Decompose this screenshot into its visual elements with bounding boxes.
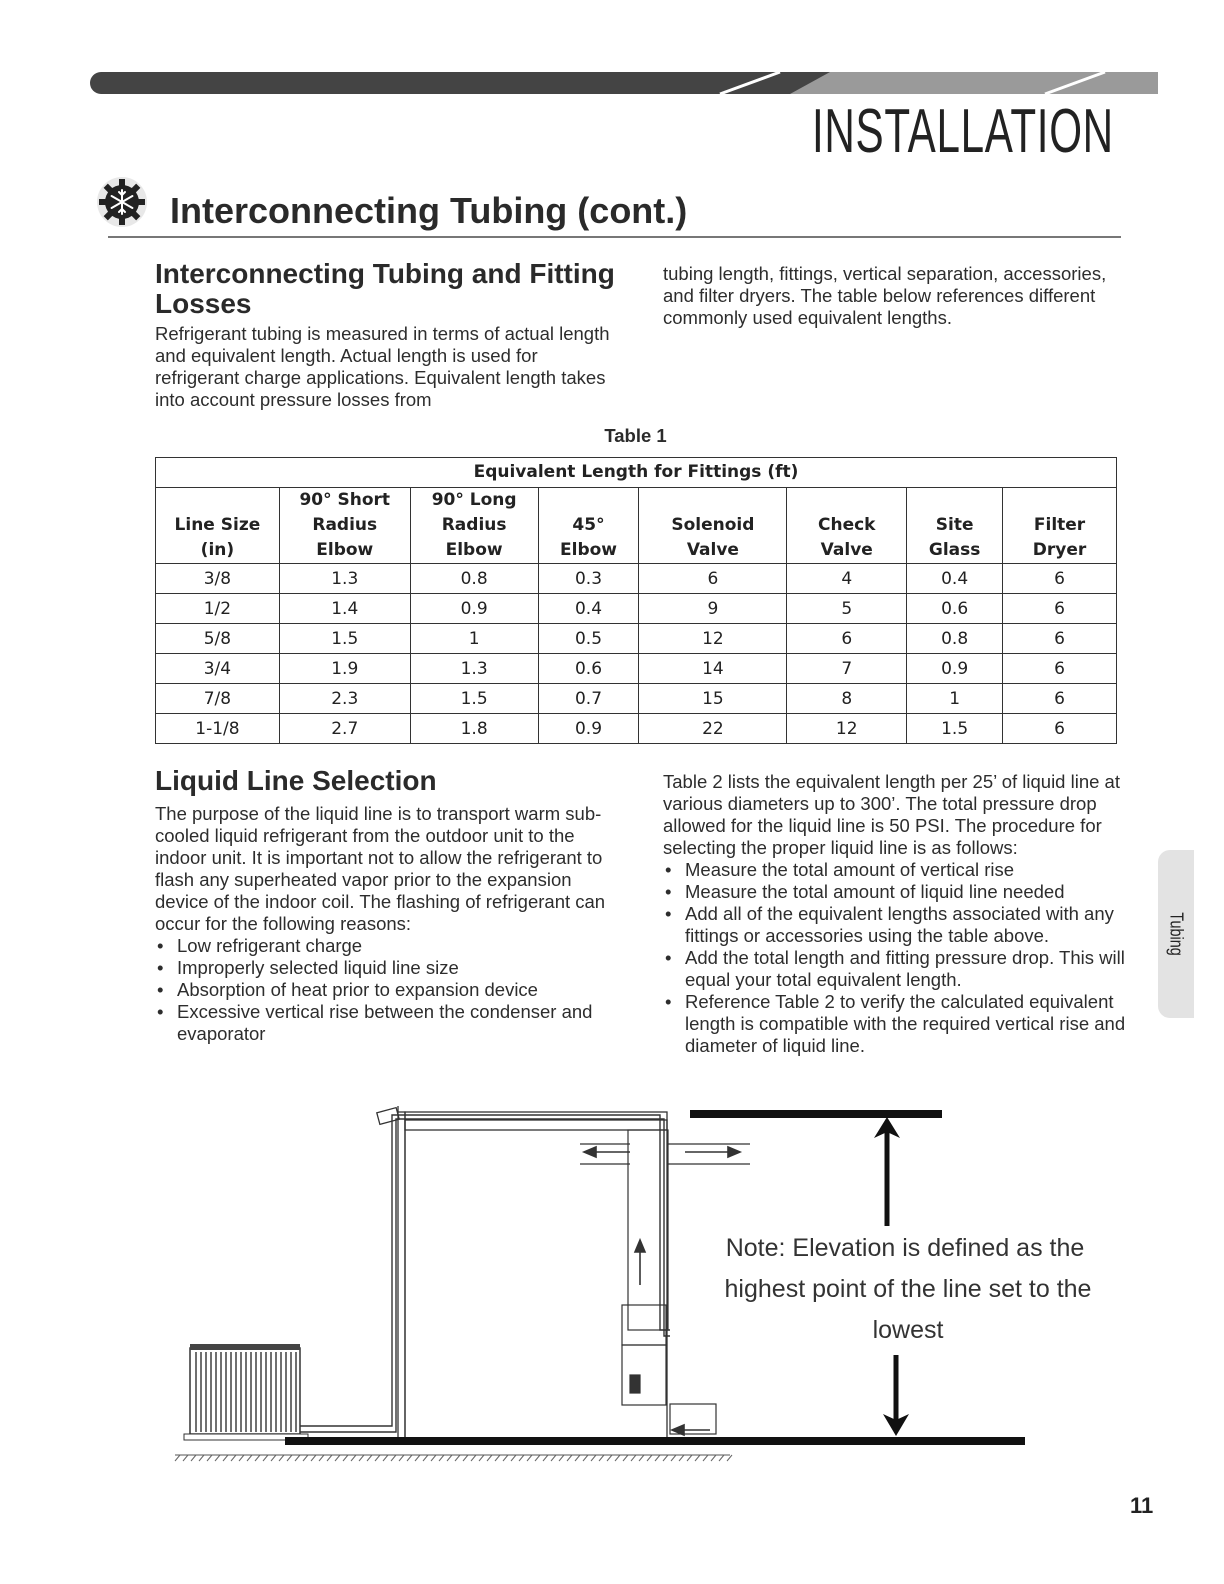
- column-header: [907, 488, 1003, 564]
- diagram-note-line3: lowest: [872, 1316, 944, 1344]
- table-cell: 22: [639, 714, 787, 744]
- column-header: [1003, 488, 1117, 564]
- line-set: [300, 1115, 670, 1432]
- column-header-line: Radius: [441, 515, 507, 535]
- table-cell: 8: [787, 684, 907, 714]
- table-cell: 1: [410, 624, 538, 654]
- column-header-line: 90° Long: [431, 490, 517, 510]
- table-cell: 6: [1003, 624, 1117, 654]
- section-title: INSTALLATION: [812, 97, 1114, 166]
- column-header: [787, 488, 907, 564]
- elevation-diagram: [160, 1100, 1092, 1470]
- column-header: [639, 488, 787, 564]
- table-cell: 1.5: [907, 714, 1003, 744]
- column-header: [156, 488, 280, 564]
- table-caption: Table 1: [604, 425, 667, 446]
- airflow-arrows: [584, 1147, 740, 1435]
- table-row: [156, 624, 1117, 654]
- page-number: 11: [1130, 1493, 1154, 1518]
- table-cell: 6: [1003, 564, 1117, 594]
- table-cell: 6: [1003, 714, 1117, 744]
- table-title: Equivalent Length for Fittings (ft): [156, 458, 1117, 488]
- table-cell: 0.8: [410, 564, 538, 594]
- side-tab-tubing[interactable]: [1158, 850, 1194, 1018]
- table-cell: 0.9: [907, 654, 1003, 684]
- paragraph-tubing-continued: tubing length, fittings, vertical separation, accessories, and filter dryers. The table below references different commonly used equivalent lengths.: [663, 263, 1107, 328]
- table-row: [156, 714, 1117, 744]
- table-cell: 6: [1003, 654, 1117, 684]
- table-cell: 1.3: [279, 564, 410, 594]
- table-cell: 6: [639, 564, 787, 594]
- table-cell: 1-1/8: [156, 714, 280, 744]
- column-header-line: Elbow: [445, 540, 503, 560]
- table-cell: 6: [1003, 684, 1117, 714]
- column-header-line: (in): [200, 540, 235, 560]
- table-body: [156, 564, 1117, 744]
- column-header-line: Glass: [928, 540, 981, 560]
- column-header-line: Valve: [686, 540, 739, 560]
- snowflake-gear-icon: [96, 176, 148, 228]
- table-cell: 4: [787, 564, 907, 594]
- table-cell: 1/2: [156, 594, 280, 624]
- table-cell: 1.9: [279, 654, 410, 684]
- condenser-unit-icon: [184, 1344, 308, 1440]
- table-cell: 7: [787, 654, 907, 684]
- column-header: [279, 488, 410, 564]
- table-cell: 3/8: [156, 564, 280, 594]
- table-cell: 1.5: [279, 624, 410, 654]
- table-cell: 0.6: [538, 654, 639, 684]
- column-header-line: Line Size: [174, 515, 261, 535]
- table-cell: 6: [1003, 594, 1117, 624]
- column-header-line: Valve: [820, 540, 873, 560]
- column-header-line: Solenoid: [671, 515, 755, 535]
- column-header-line: 90° Short: [299, 490, 391, 510]
- list-item: • Low refrigerant charge: [155, 935, 615, 957]
- table-cell: 2.7: [279, 714, 410, 744]
- table-row: [156, 654, 1117, 684]
- table-cell: 0.4: [907, 564, 1003, 594]
- section-heading-fitting-losses: Interconnecting Tubing and Fitting Losses: [155, 258, 615, 319]
- list-item: • Excessive vertical rise between the condenser and evaporator: [155, 1001, 615, 1045]
- table-cell: 14: [639, 654, 787, 684]
- column-header-line: Elbow: [560, 540, 617, 560]
- table-cell: 6: [787, 624, 907, 654]
- list-item: • Add all of the equivalent lengths associated with any fittings or accessories using the table above.: [663, 903, 1128, 947]
- table-cell: 0.5: [538, 624, 639, 654]
- table-row: [156, 594, 1117, 624]
- list-item: • Reference Table 2 to verify the calculated equivalent length is compatible with the required vertical rise and diameter of liquid line.: [663, 991, 1128, 1057]
- table-cell: 0.9: [410, 594, 538, 624]
- list-item: • Measure the total amount of liquid line needed: [663, 881, 1128, 903]
- paragraph-liquid-line-purpose: The purpose of the liquid line is to transport warm sub-cooled liquid refrigerant from the outdoor unit to the indoor unit. It is important not to allow the refrigerant to flash any superheated vapor prior to the expansion device of the indoor coil. The flashing of refrigerant can occur for the following reasons:: [155, 803, 606, 934]
- table-cell: 0.9: [538, 714, 639, 744]
- column-header-line: 45°: [572, 515, 605, 535]
- table-cell: 9: [639, 594, 787, 624]
- table-row: [156, 684, 1117, 714]
- column-header: [538, 488, 639, 564]
- ground-hatch-marks: [175, 1455, 732, 1461]
- table-cell: 5: [787, 594, 907, 624]
- table-cell: 0.7: [538, 684, 639, 714]
- table-cell: 0.4: [538, 594, 639, 624]
- list-item: • Measure the total amount of vertical rise: [663, 859, 1128, 881]
- diagram-note-line1: Note: Elevation is defined as the: [725, 1234, 1085, 1262]
- table-cell: 3/4: [156, 654, 280, 684]
- table-cell: 1.8: [410, 714, 538, 744]
- main-heading: Interconnecting Tubing (cont.): [170, 190, 688, 231]
- table-cell: 1: [907, 684, 1003, 714]
- table-cell: 7/8: [156, 684, 280, 714]
- table-cell: 5/8: [156, 624, 280, 654]
- equivalent-length-table: [155, 457, 1117, 744]
- column-header: [410, 488, 538, 564]
- column-header-line: Filter: [1033, 515, 1086, 535]
- table-cell: 2.3: [279, 684, 410, 714]
- paragraph-tubing-measure: Refrigerant tubing is measured in terms of actual length and equivalent length. Actual length is used for refrigerant charge applications. Equivalent length takes into account pressure losses from: [155, 323, 610, 410]
- column-header-line: Radius: [312, 515, 378, 535]
- table-row: [156, 564, 1117, 594]
- table-cell: 12: [787, 714, 907, 744]
- table-cell: 0.8: [907, 624, 1003, 654]
- table-cell: 15: [639, 684, 787, 714]
- house-outline: [377, 1106, 667, 1442]
- procedure-list: [663, 859, 1128, 1057]
- list-item: • Absorption of heat prior to expansion device: [155, 979, 615, 1001]
- table-header-row: [156, 488, 1117, 564]
- table-cell: 1.3: [410, 654, 538, 684]
- liquid-line-right-column: [663, 771, 1128, 1057]
- reasons-list: [155, 935, 615, 1045]
- liquid-line-left-column: [155, 803, 615, 1045]
- table-cell: 1.5: [410, 684, 538, 714]
- list-item: • Add the total length and fitting pressure drop. This will equal your total equivalent length.: [663, 947, 1128, 991]
- column-header-line: Check: [817, 515, 876, 535]
- list-item: • Improperly selected liquid line size: [155, 957, 615, 979]
- table-cell: 1.4: [279, 594, 410, 624]
- diagram-note-line2: highest point of the line set to the: [724, 1275, 1092, 1303]
- column-header-line: Elbow: [316, 540, 374, 560]
- side-tab-label: Tubing: [1166, 912, 1187, 956]
- table-cell: 0.6: [907, 594, 1003, 624]
- section-heading-liquid-line: Liquid Line Selection: [155, 765, 437, 796]
- column-header-line: Site: [935, 515, 974, 535]
- column-header-line: Dryer: [1032, 540, 1087, 560]
- table-cell: 12: [639, 624, 787, 654]
- header-bar: [90, 72, 1158, 94]
- table-cell: 0.3: [538, 564, 639, 594]
- heading-divider: [108, 236, 1121, 238]
- paragraph-table2-reference: Table 2 lists the equivalent length per 25’ of liquid line at various diameters up to 300’. The total pressure drop allowed for the liquid line is 50 PSI. The procedure for selecting the proper liquid line is as follows:: [663, 771, 1120, 858]
